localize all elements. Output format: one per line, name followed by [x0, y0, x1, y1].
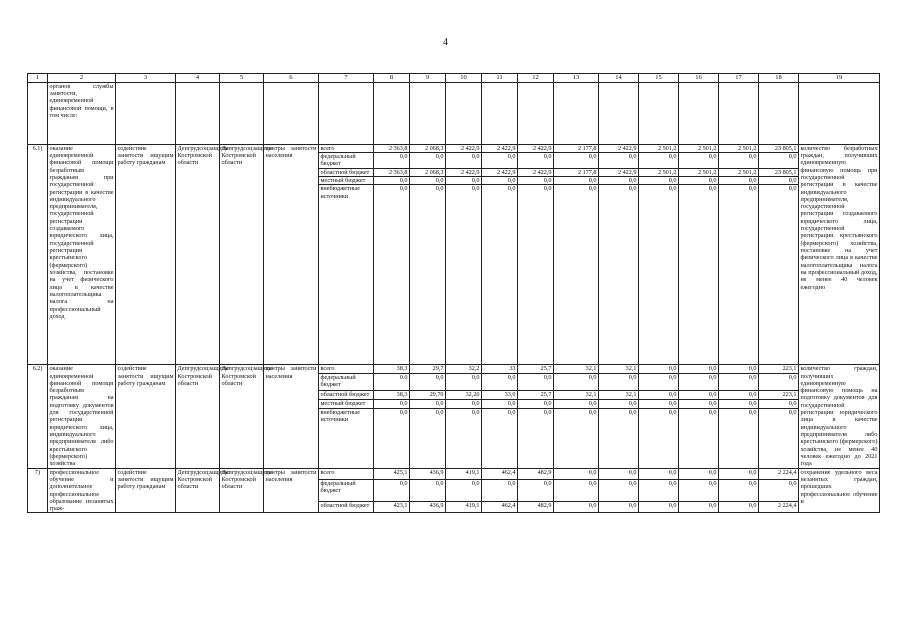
- expected-result: сохранение удельного веса незанятых граждан, прошедших профессиональное обучение и: [799, 468, 880, 513]
- table-row: [28, 365, 880, 374]
- funding-value: 2 501,2: [639, 144, 679, 152]
- funding-value: 0,0: [679, 176, 719, 184]
- funding-value: 0,0: [759, 374, 799, 391]
- measure-name: оказание единовременной финансовой помощи безработным гражданам при государственной регистрации в качестве индивидуального предпринимателя, государственной регистрации создаваемого юридического лица, государственной регистрации крестьянского (фермерского) хозяйства, постановке на учет физического лица в качестве налогоплательщика налога на профессиональный доход: [48, 144, 116, 365]
- funding-value: 2 501,2: [639, 168, 679, 176]
- funding-value: 0,0: [446, 399, 482, 408]
- measure-task: содействие занятости ищущим работу гражданам: [116, 468, 176, 513]
- funding-value: 0,0: [446, 152, 482, 168]
- funding-value: 0,0: [679, 390, 719, 399]
- funding-value: 0,0: [719, 365, 759, 374]
- funding-value: 0,0: [639, 185, 679, 365]
- funding-value: 2 422,9: [446, 144, 482, 152]
- funding-value: 2 422,9: [482, 168, 518, 176]
- header-cell: 8: [374, 74, 410, 83]
- funding-value: 2 068,3: [410, 144, 446, 152]
- funding-value: 0,0: [554, 480, 599, 502]
- funding-value: 0,0: [374, 176, 410, 184]
- funding-value: 0,0: [599, 176, 639, 184]
- header-cell: 17: [719, 74, 759, 83]
- continuation-row: [28, 82, 880, 144]
- funding-value: 0,0: [679, 185, 719, 365]
- funding-value: 0,0: [446, 480, 482, 502]
- funding-source: внебюджетные источники: [319, 185, 374, 365]
- funding-value: 0,0: [518, 408, 554, 468]
- funding-source: всего: [319, 468, 374, 480]
- funding-value: 2 422,9: [599, 144, 639, 152]
- funding-value: 0,0: [719, 408, 759, 468]
- funding-value: 0,0: [719, 374, 759, 391]
- funding-source: местный бюджет: [319, 399, 374, 408]
- funding-value: 0,0: [554, 501, 599, 513]
- funding-value: 38,3: [374, 365, 410, 374]
- item-number: 7): [28, 468, 48, 513]
- program-table: [27, 73, 880, 513]
- funding-value: 0,0: [518, 374, 554, 391]
- funding-value: 0,0: [482, 408, 518, 468]
- measure-name: профессиональное обучение и дополнительное профессиональное образование незанятых граж-: [49, 468, 114, 513]
- header-cell: 14: [599, 74, 639, 83]
- funding-value: 0,0: [599, 185, 639, 365]
- funding-value: 0,0: [410, 176, 446, 184]
- funding-value: 419,1: [446, 501, 482, 513]
- header-cell: 19: [799, 74, 880, 83]
- funding-value: 25,7: [518, 390, 554, 399]
- funding-value: 0,0: [679, 408, 719, 468]
- page-number: 4: [443, 37, 448, 48]
- header-cell: 18: [759, 74, 799, 83]
- funding-value: 0,0: [518, 185, 554, 365]
- funding-value: 436,9: [410, 468, 446, 480]
- header-cell: 9: [410, 74, 446, 83]
- header-cell: 2: [48, 74, 116, 83]
- co-executor: Депгрудсоцзащиты Костромской области: [220, 365, 264, 468]
- funding-value: 0,0: [482, 152, 518, 168]
- funding-value: 0,0: [554, 399, 599, 408]
- funding-value: 0,0: [554, 408, 599, 468]
- funding-value: 0,0: [639, 152, 679, 168]
- funding-value: 462,4: [482, 501, 518, 513]
- funding-value: 0,0: [554, 374, 599, 391]
- funding-value: 419,1: [446, 468, 482, 480]
- funding-value: 2 422,9: [518, 144, 554, 152]
- funding-value: 0,0: [679, 480, 719, 502]
- funding-value: 0,0: [639, 374, 679, 391]
- header-cell: 6: [264, 74, 319, 83]
- funding-value: 0,0: [446, 374, 482, 391]
- funding-value: 32,1: [599, 365, 639, 374]
- funding-value: 0,0: [554, 185, 599, 365]
- funding-value: 0,0: [719, 176, 759, 184]
- funding-value: 0,0: [639, 176, 679, 184]
- funding-value: 2 501,2: [679, 144, 719, 152]
- funding-value: 0,0: [599, 501, 639, 513]
- funding-value: 0,0: [719, 390, 759, 399]
- funding-value: 0,0: [679, 399, 719, 408]
- header-cell: 7: [319, 74, 374, 83]
- funding-value: 0,0: [599, 480, 639, 502]
- funding-value: 32,20: [446, 390, 482, 399]
- funding-value: 0,0: [374, 185, 410, 365]
- funding-value: 2 422,9: [482, 144, 518, 152]
- header-cell: 13: [554, 74, 599, 83]
- funding-value: 0,0: [410, 152, 446, 168]
- expected-result: количество граждан, получивших единовременную финансовую помощь на подготовку документов для государственной регистрации юридического лица в качестве индивидуального предпринимателя либо крестьянского (фермерского) хозяйства, не менее 40 человек ежегодно до 2021 года: [800, 365, 878, 468]
- funding-value: 0,0: [639, 480, 679, 502]
- funding-value: 0,0: [639, 408, 679, 468]
- funding-source: федеральный бюджет: [319, 152, 374, 168]
- header-cell: 15: [639, 74, 679, 83]
- funding-value: 436,9: [410, 501, 446, 513]
- co-executor: Депгрудсоцзащиты Костромской области: [220, 468, 264, 513]
- funding-value: 0,0: [482, 176, 518, 184]
- funding-value: 2 068,3: [410, 168, 446, 176]
- funding-value: 33,0: [482, 390, 518, 399]
- funding-value: 0,0: [759, 399, 799, 408]
- participants: центры занятости населения: [264, 365, 319, 468]
- funding-value: 33: [482, 365, 518, 374]
- funding-value: 32,1: [554, 390, 599, 399]
- funding-value: 0,0: [482, 480, 518, 502]
- funding-value: 2 422,9: [518, 168, 554, 176]
- funding-value: 38,3: [374, 390, 410, 399]
- participants: центры занятости населения: [264, 468, 319, 513]
- item-number: 6.1): [28, 144, 48, 365]
- funding-value: 0,0: [719, 185, 759, 365]
- funding-value: 2 224,4: [759, 468, 799, 480]
- funding-value: 0,0: [759, 480, 799, 502]
- funding-value: 0,0: [639, 399, 679, 408]
- funding-value: 2 363,8: [374, 168, 410, 176]
- funding-value: 0,0: [759, 185, 799, 365]
- funding-source: областной бюджет: [319, 501, 374, 513]
- funding-value: 0,0: [639, 468, 679, 480]
- funding-source: внебюджетные источники: [319, 408, 374, 468]
- header-cell: 10: [446, 74, 482, 83]
- funding-value: 0,0: [518, 176, 554, 184]
- funding-value: 0,0: [518, 152, 554, 168]
- funding-value: 0,0: [719, 152, 759, 168]
- header-cell: 12: [518, 74, 554, 83]
- funding-value: 0,0: [482, 399, 518, 408]
- funding-value: 2 224,4: [759, 501, 799, 513]
- funding-value: 29,7: [410, 365, 446, 374]
- funding-value: 0,0: [679, 501, 719, 513]
- funding-value: 0,0: [759, 176, 799, 184]
- funding-value: 0,0: [374, 480, 410, 502]
- funding-source: всего: [319, 144, 374, 152]
- funding-value: 32,1: [554, 365, 599, 374]
- participants: центры занятости населения: [264, 144, 319, 365]
- funding-value: 0,0: [719, 480, 759, 502]
- header-cell: 5: [220, 74, 264, 83]
- funding-source: федеральный бюджет: [319, 480, 374, 502]
- funding-value: 32,1: [599, 390, 639, 399]
- funding-value: 0,0: [410, 480, 446, 502]
- item-number: 6.2): [28, 365, 48, 468]
- funding-value: 2 422,9: [599, 168, 639, 176]
- funding-value: 425,1: [374, 468, 410, 480]
- funding-value: 0,0: [410, 374, 446, 391]
- funding-value: 0,0: [679, 374, 719, 391]
- funding-value: 0,0: [599, 468, 639, 480]
- responsible-executor: Депгрудсоцзащиты Костромской области: [176, 468, 220, 513]
- funding-value: 0,0: [410, 399, 446, 408]
- funding-value: 0,0: [482, 185, 518, 365]
- funding-source: федеральный бюджет: [319, 374, 374, 391]
- header-cell: 11: [482, 74, 518, 83]
- funding-value: 0,0: [759, 408, 799, 468]
- funding-value: 2 177,8: [554, 168, 599, 176]
- responsible-executor: Депгрудсоцзащиты Костромской области: [176, 365, 220, 468]
- funding-value: 0,0: [446, 185, 482, 365]
- funding-value: 0,0: [446, 176, 482, 184]
- measure-task: содействие занятости ищущим работу гражданам: [116, 144, 176, 365]
- funding-value: 0,0: [518, 480, 554, 502]
- funding-value: 2 177,8: [554, 144, 599, 152]
- funding-value: 2 422,9: [446, 168, 482, 176]
- funding-source: всего: [319, 365, 374, 374]
- funding-value: 0.0: [374, 374, 410, 391]
- funding-value: 0,0: [374, 399, 410, 408]
- header-cell: 4: [176, 74, 220, 83]
- funding-value: 0,0: [759, 152, 799, 168]
- measure-name: оказание единовременной финансовой помощи безработным гражданам на подготовку документов для государственной регистрации юридического лица, индивидуального предпринимателя либо крестьянского (фермерского) хозяйства: [49, 365, 114, 468]
- funding-value: 0,0: [679, 468, 719, 480]
- funding-value: 0,0: [719, 468, 759, 480]
- funding-value: 0,0: [599, 152, 639, 168]
- funding-value: 25,7: [518, 365, 554, 374]
- table-row: [28, 468, 880, 480]
- funding-value: 0,0: [410, 408, 446, 468]
- funding-value: 0,0: [679, 365, 719, 374]
- funding-value: 0,0: [554, 176, 599, 184]
- funding-value: 0,0: [482, 374, 518, 391]
- funding-value: 0,0: [518, 399, 554, 408]
- continuation-text: органов службы занятости, единовременной финансовой помощи, в том числе:: [48, 82, 116, 144]
- funding-value: 32,2: [446, 365, 482, 374]
- funding-value: 482,9: [518, 468, 554, 480]
- header-cell: 16: [679, 74, 719, 83]
- funding-value: 0,0: [374, 408, 410, 468]
- funding-value: 0,0: [639, 365, 679, 374]
- table-row: [28, 144, 880, 152]
- funding-value: 223,1: [759, 365, 799, 374]
- funding-value: 0,0: [639, 390, 679, 399]
- funding-value: 482,9: [518, 501, 554, 513]
- funding-value: 23 805,1: [759, 144, 799, 152]
- co-executor: Депгрудсоцзащиты Костромской области: [220, 144, 264, 365]
- funding-value: 423,1: [374, 501, 410, 513]
- responsible-executor: Депгрудсоцзащиты Костромской области: [176, 144, 220, 365]
- funding-value: 2 501,2: [679, 168, 719, 176]
- funding-value: 2 501,2: [719, 168, 759, 176]
- funding-source: областной бюджет: [319, 168, 374, 176]
- funding-value: 2 501,2: [719, 144, 759, 152]
- funding-value: 0,0: [410, 185, 446, 365]
- expected-result: количество безработных граждан, получивших единовременную финансовую помощь при государственной регистрации в качестве индивидуального предпринимателя, государственной регистрации создаваемого юридического лица, государственной регистрации крестьянского (фермерского) хозяйства, постановке на учет физического лица в качестве налогоплательщика налога на профессиональный доход, не менее 40 человек ежегодно: [799, 144, 880, 365]
- funding-value: 0,0: [599, 408, 639, 468]
- funding-value: 0,0: [599, 399, 639, 408]
- funding-value: 0,0: [719, 501, 759, 513]
- funding-value: 0,0: [719, 399, 759, 408]
- funding-value: 0,0: [639, 501, 679, 513]
- funding-value: 223,1: [759, 390, 799, 399]
- funding-source: областной бюджет: [319, 390, 374, 399]
- measure-task: содействие занятости ищущим работу гражданам: [116, 365, 176, 468]
- header-row: [28, 74, 880, 83]
- funding-value: 29,70: [410, 390, 446, 399]
- funding-value: 462,4: [482, 468, 518, 480]
- funding-value: 0,0: [554, 152, 599, 168]
- funding-value: 0,0: [679, 152, 719, 168]
- header-cell: 1: [28, 74, 48, 83]
- funding-value: 0,0: [554, 468, 599, 480]
- funding-value: 0,0: [599, 374, 639, 391]
- funding-source: местный бюджет: [319, 176, 374, 184]
- funding-value: 2 363,8: [374, 144, 410, 152]
- header-cell: 3: [116, 74, 176, 83]
- funding-value: 0,0: [446, 408, 482, 468]
- funding-value: 23 805,1: [759, 168, 799, 176]
- funding-value: 0,0: [374, 152, 410, 168]
